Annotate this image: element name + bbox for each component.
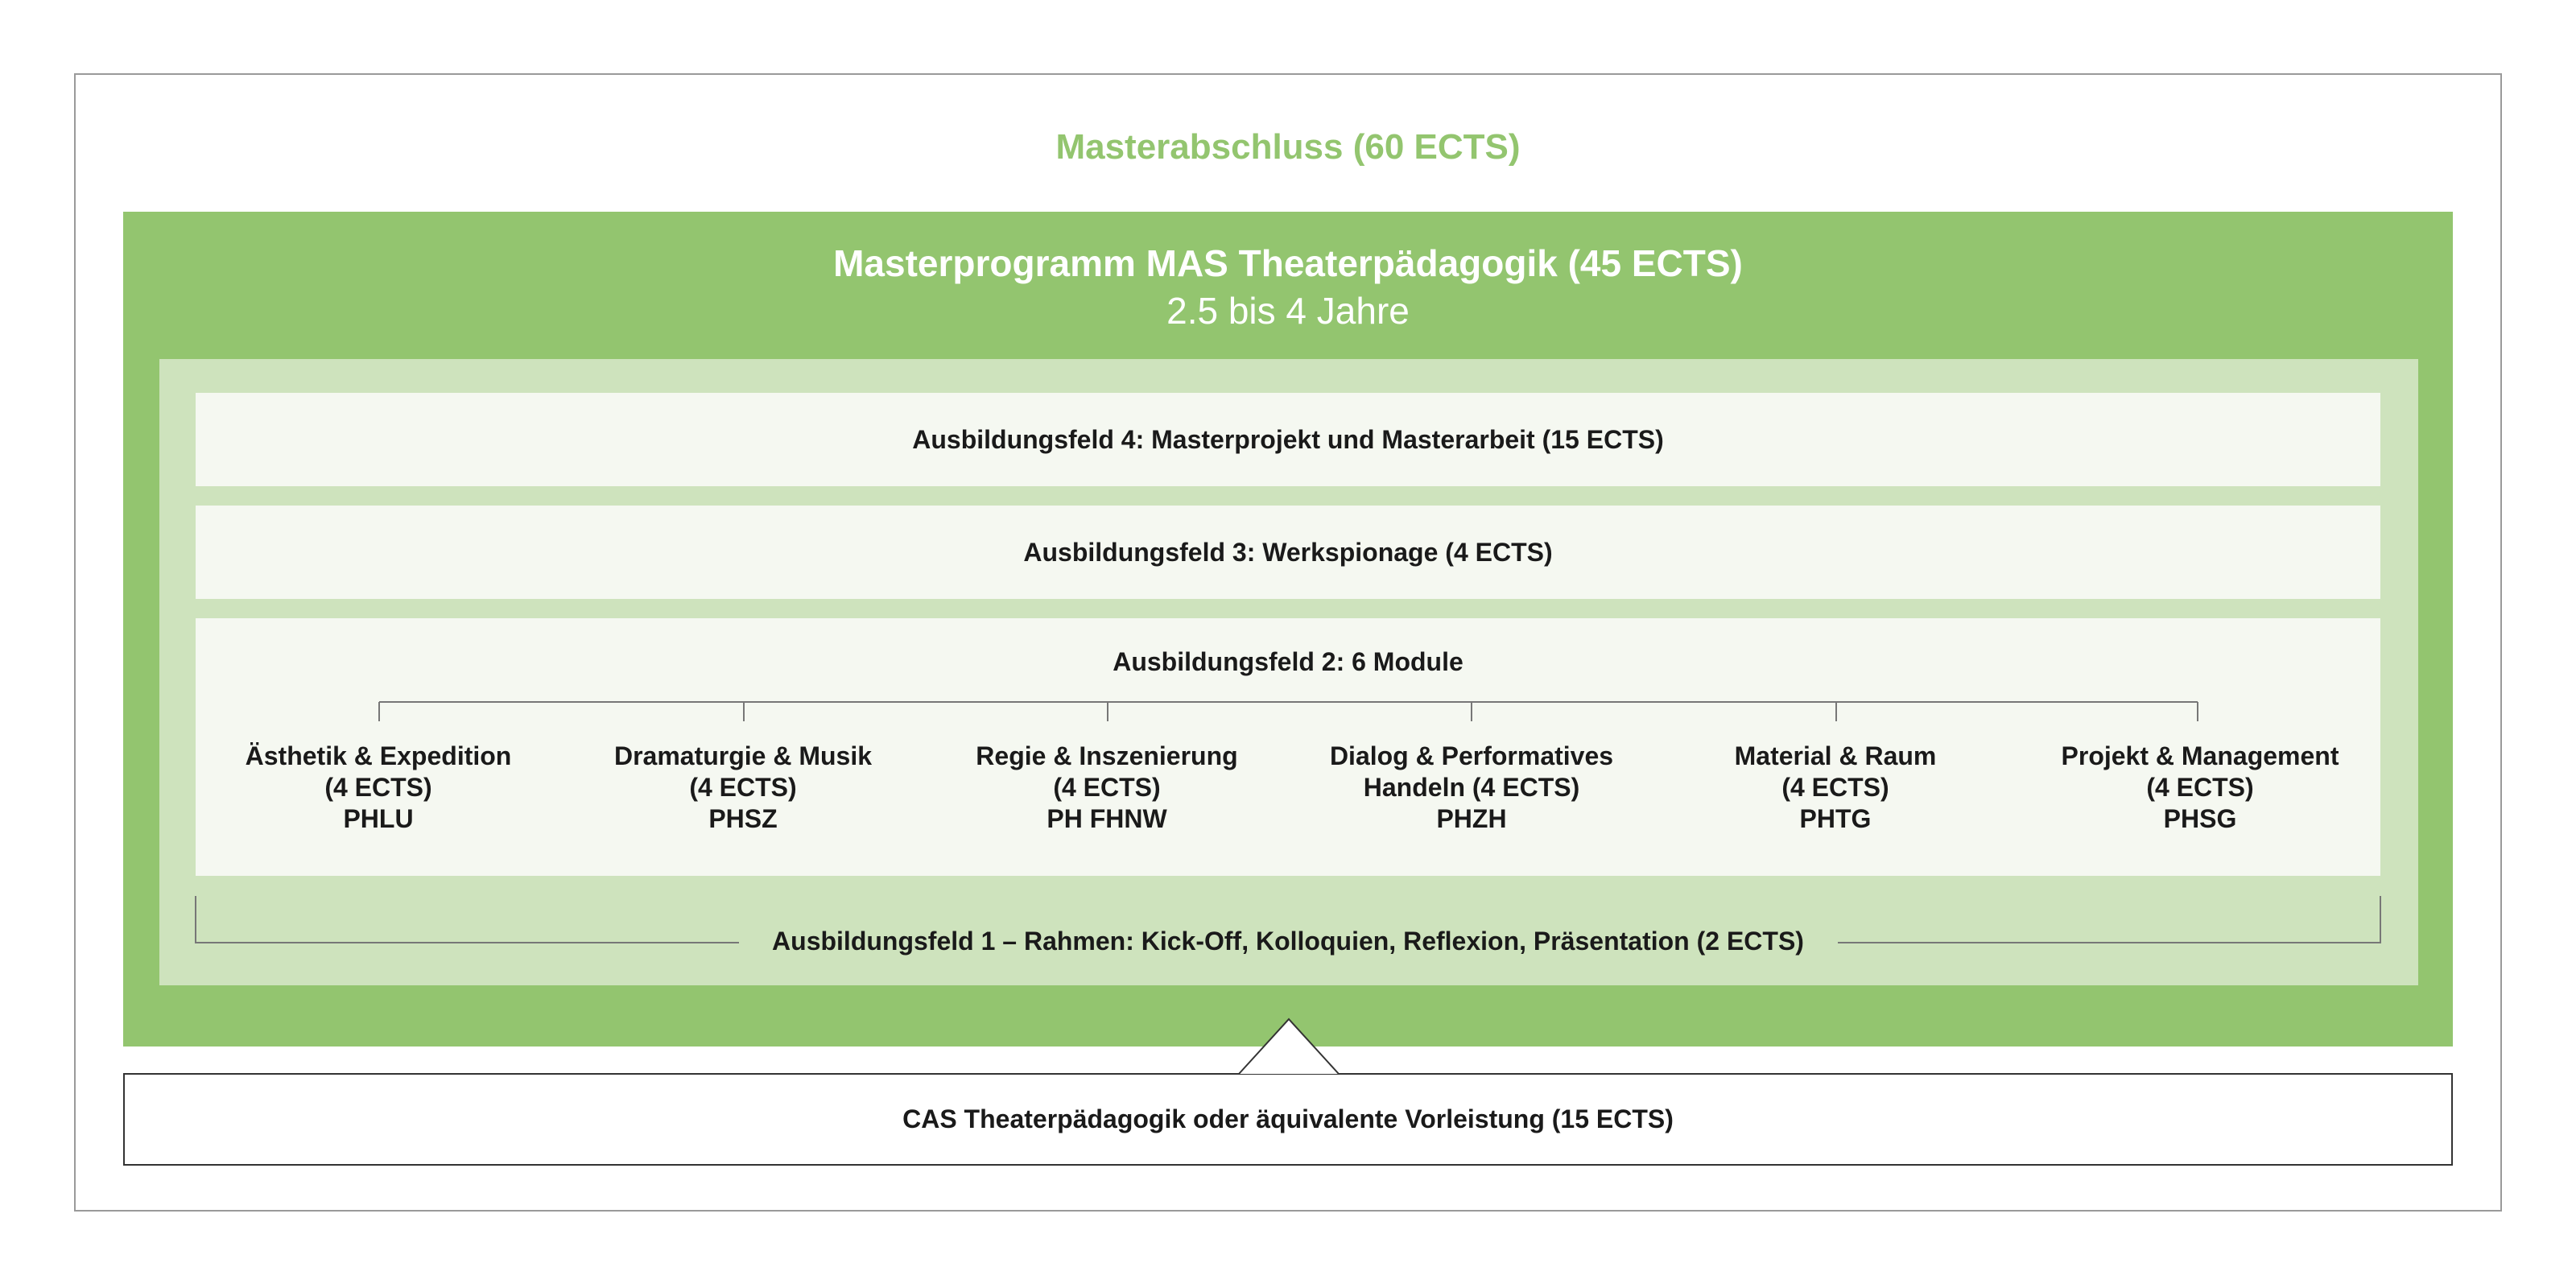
module-school: PHSZ <box>708 804 778 833</box>
training-field-4: Ausbildungsfeld 4: Masterprojekt und Masterarbeit (15 ECTS) <box>196 393 2380 486</box>
training-field-1: Ausbildungsfeld 1 – Rahmen: Kick-Off, Kolloquien, Reflexion, Präsentation (2 ECTS) <box>772 927 1804 956</box>
training-field-3: Ausbildungsfeld 3: Werkspionage (4 ECTS) <box>196 506 2380 599</box>
mas-program-title: Masterprogramm MAS Theaterpädagogik (45 ECTS) <box>833 242 1743 284</box>
module-ects: (4 ECTS) <box>2146 773 2254 802</box>
module-ects: (4 ECTS) <box>324 773 432 802</box>
module-school: PHSG <box>2163 804 2237 833</box>
module-connector <box>379 702 2198 721</box>
cas-arrow-icon <box>1239 1019 1339 1074</box>
module-school: PHLU <box>343 804 414 833</box>
module-name: Projekt & Management <box>2061 741 2339 770</box>
module-school: PHTG <box>1799 804 1872 833</box>
module-school: PHZH <box>1436 804 1507 833</box>
module-ects: (4 ECTS) <box>1053 773 1161 802</box>
cas-prerequisite-box: CAS Theaterpädagogik oder äquivalente Vorleistung (15 ECTS) <box>123 1073 2453 1166</box>
module-ects: Handeln (4 ECTS) <box>1363 773 1580 802</box>
module-ects: (4 ECTS) <box>1781 773 1889 802</box>
module-ects: (4 ECTS) <box>689 773 797 802</box>
mas-program-duration: 2.5 bis 4 Jahre <box>1166 290 1410 332</box>
module-name: Dialog & Performatives <box>1329 741 1614 770</box>
master-degree-title: Masterabschluss (60 ECTS) <box>1055 127 1521 167</box>
field1-bracket <box>196 896 2380 943</box>
module-name: Dramaturgie & Musik <box>613 741 873 770</box>
module-name: Material & Raum <box>1734 741 1937 770</box>
module-school: PH FHNW <box>1046 804 1167 833</box>
module-name: Ästhetik & Expedition <box>245 741 512 770</box>
training-field-2-title: Ausbildungsfeld 2: 6 Module <box>1113 647 1463 676</box>
module-name: Regie & Inszenierung <box>976 741 1238 770</box>
